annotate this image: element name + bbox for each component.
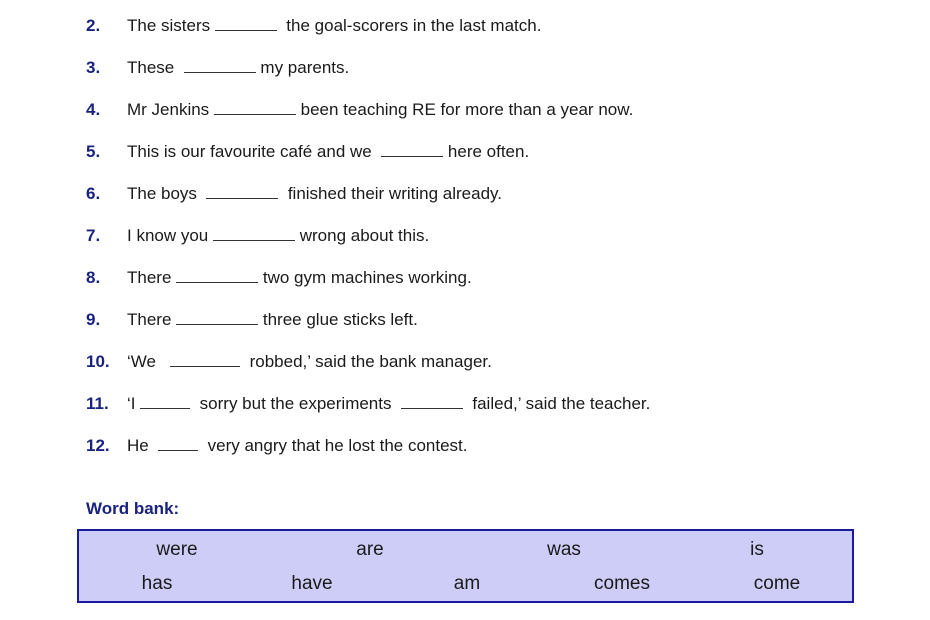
- word-bank-word: comes: [594, 573, 650, 594]
- answer-blank[interactable]: [206, 183, 278, 199]
- question-row: [86, 98, 633, 122]
- question-number: 6.: [86, 184, 101, 203]
- question-row: [86, 182, 502, 206]
- answer-blank[interactable]: [176, 267, 258, 283]
- word-bank-word: have: [291, 573, 333, 594]
- question-number: 10.: [86, 352, 110, 371]
- question-text: Mr Jenkins: [127, 100, 214, 119]
- question-text: the goal-scorers in the last match.: [276, 16, 542, 35]
- question-text: There: [127, 310, 177, 329]
- question-row: [86, 140, 529, 164]
- question-number: 9.: [86, 310, 101, 329]
- word-bank-word: am: [453, 573, 481, 594]
- question-text: The boys: [127, 184, 207, 203]
- question-text: here often.: [443, 142, 530, 161]
- question-row: [86, 308, 418, 332]
- word-bank-word: come: [753, 573, 801, 594]
- question-row: [86, 392, 650, 416]
- question-row: [86, 266, 472, 290]
- question-text: sorry but the experiments: [190, 394, 401, 413]
- question-text: These: [127, 58, 184, 77]
- question-text: ‘We: [127, 352, 171, 371]
- answer-blank[interactable]: [213, 225, 295, 241]
- question-text: three glue sticks left.: [258, 310, 418, 329]
- word-bank-word: is: [750, 539, 764, 560]
- word-bank-word: were: [156, 539, 198, 560]
- question-number: 11.: [86, 394, 109, 413]
- answer-blank[interactable]: [381, 141, 443, 157]
- word-bank-word: has: [141, 573, 173, 594]
- answer-blank[interactable]: [215, 15, 277, 31]
- answer-blank[interactable]: [184, 57, 256, 73]
- question-text: robbed,’ said the bank manager.: [240, 352, 492, 371]
- question-row: [86, 56, 349, 80]
- word-bank-title: Word bank:: [86, 499, 180, 518]
- question-text: failed,’ said the teacher.: [462, 394, 651, 413]
- word-bank-box: [77, 529, 854, 603]
- answer-blank[interactable]: [170, 351, 240, 367]
- question-text: The sisters: [127, 16, 215, 35]
- question-number: 2.: [86, 16, 101, 35]
- question-text: very angry that he lost the contest.: [198, 436, 468, 455]
- answer-blank[interactable]: [214, 99, 296, 115]
- answer-blank[interactable]: [176, 309, 258, 325]
- question-number: 4.: [86, 100, 101, 119]
- question-number: 12.: [86, 436, 110, 455]
- word-bank-word: are: [356, 539, 384, 560]
- question-text: finished their writing already.: [278, 184, 502, 203]
- question-number: 3.: [86, 58, 101, 77]
- question-text: I know you: [127, 226, 213, 245]
- question-text: There: [127, 268, 177, 287]
- question-text: two gym machines working.: [258, 268, 472, 287]
- question-row: [86, 14, 541, 38]
- question-row: [86, 350, 492, 374]
- word-bank-word: was: [547, 539, 581, 560]
- question-text: ‘I: [127, 394, 141, 413]
- answer-blank[interactable]: [158, 435, 198, 451]
- answer-blank[interactable]: [401, 393, 463, 409]
- question-number: 8.: [86, 268, 101, 287]
- question-number: 5.: [86, 142, 101, 161]
- question-number: 7.: [86, 226, 101, 245]
- question-row: [86, 224, 429, 248]
- answer-blank[interactable]: [140, 393, 190, 409]
- question-row: [86, 434, 468, 458]
- question-text: wrong about this.: [295, 226, 430, 245]
- question-text: my parents.: [255, 58, 350, 77]
- question-text: He: [127, 436, 159, 455]
- question-text: This is our favourite café and we: [127, 142, 382, 161]
- question-text: been teaching RE for more than a year now.: [295, 100, 634, 119]
